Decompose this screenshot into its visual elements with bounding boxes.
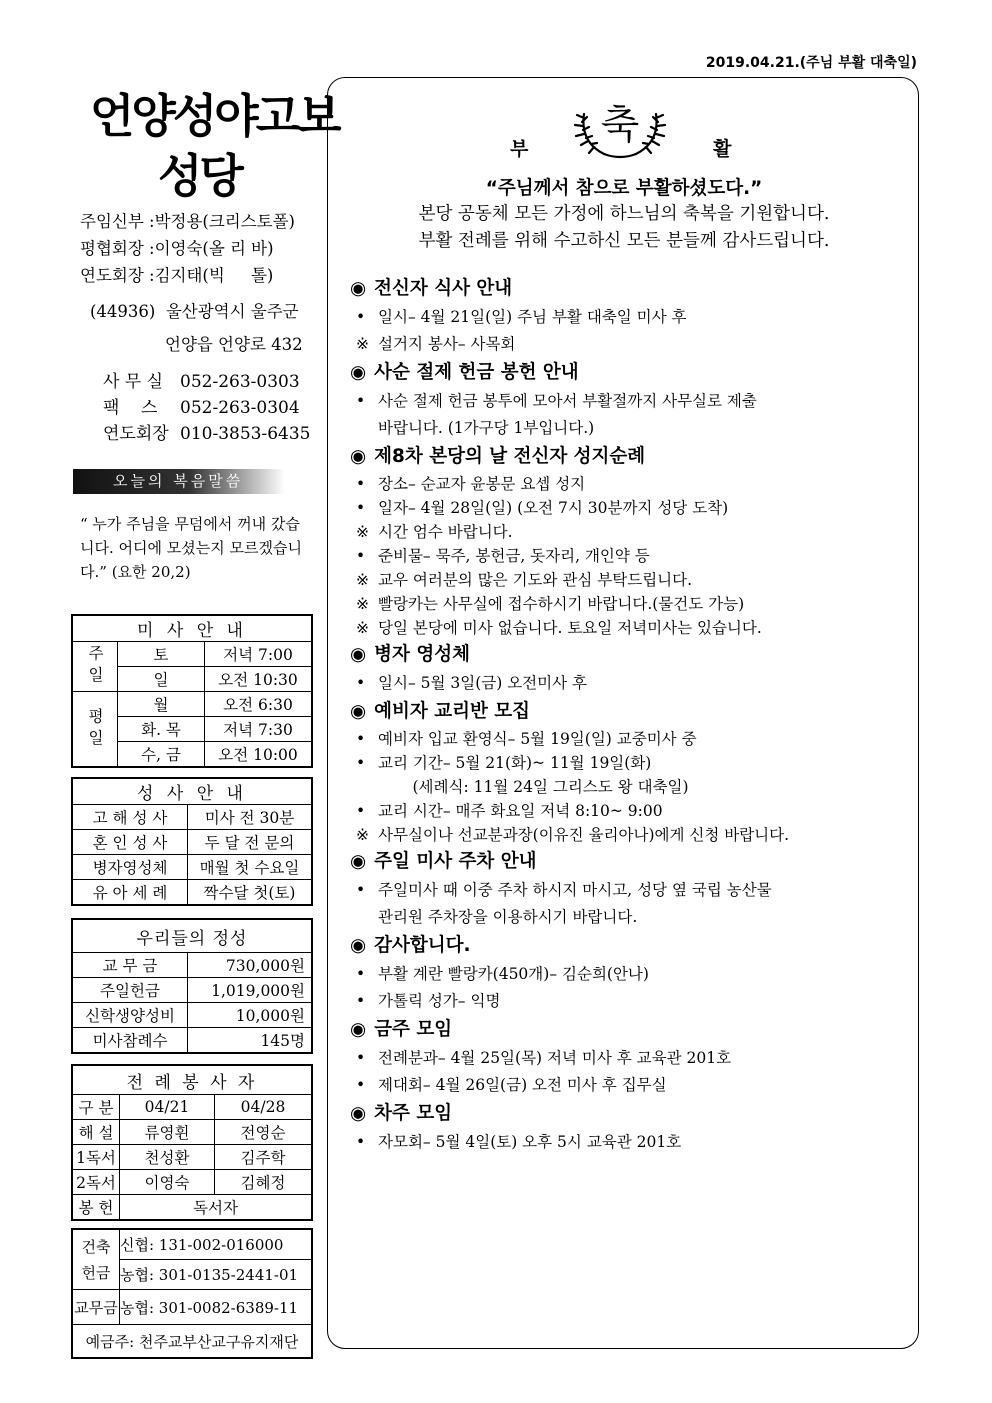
item-bullet: ※ (356, 335, 369, 353)
liturgy-person: 김혜정 (215, 1170, 313, 1195)
sacrament-name: 병자영성체 (72, 855, 188, 880)
offering-amount: 145명 (188, 1028, 313, 1054)
contact-value: 052-263-0304 (180, 398, 300, 418)
section-heading (350, 847, 910, 877)
item-text: 주일미사 때 이중 주차 하시지 마시고, 성당 옆 국립 농산물 (378, 881, 772, 899)
item-bullet: • (356, 547, 366, 565)
target-bullet-icon: ◉ (350, 935, 367, 956)
mass-time: 오전 6:30 (205, 692, 313, 717)
contact-value: 052-263-0303 (180, 372, 300, 392)
item-bullet: • (356, 499, 366, 517)
item-bullet: • (356, 1076, 366, 1094)
staff-row (80, 208, 295, 232)
sacrament-info: 짝수달 첫(토) (188, 880, 313, 906)
liturgy-person: 김주학 (215, 1145, 313, 1170)
offering-amount: 10,000원 (188, 1003, 313, 1028)
sacrament-info: 매월 첫 수요일 (188, 855, 313, 880)
section-heading (350, 640, 910, 670)
liturgy-header: 04/28 (215, 1095, 313, 1120)
section-title: 주일 미사 주차 안내 (374, 851, 537, 872)
liturgy-person: 이영숙 (120, 1170, 215, 1195)
item-text: 사무실이나 선교분과장(이유진 율리아나)에게 신청 바랍니다. (378, 826, 790, 844)
greeting-line: 본당 공동체 모든 가정에 하느님의 축복을 기원합니다. (418, 204, 830, 224)
section-title: 전신자 식사 안내 (374, 278, 513, 299)
section-heading (350, 274, 910, 304)
announcement-item (350, 1045, 910, 1072)
section-heading (350, 1099, 910, 1129)
liturgy-role: 봉 헌 (72, 1195, 120, 1221)
liturgy-role: 2독서 (72, 1170, 120, 1195)
target-bullet-icon: ◉ (350, 851, 367, 872)
item-bullet: ※ (356, 619, 369, 637)
mass-schedule-table (71, 614, 313, 768)
account-number: 농협: 301-0135-2441-01 (120, 1260, 313, 1290)
sacraments-table (71, 777, 313, 906)
announcement-item (350, 388, 910, 415)
target-bullet-icon: ◉ (350, 1103, 367, 1124)
item-bullet: • (356, 674, 366, 692)
item-text: (세례식: 11월 24일 그리스도 왕 대축일) (378, 778, 689, 796)
announcement-item (350, 568, 910, 592)
item-bullet: • (356, 1049, 366, 1067)
item-bullet: • (356, 730, 366, 748)
target-bullet-icon: ◉ (350, 1019, 367, 1040)
offering-name: 교 무 금 (72, 953, 188, 978)
item-bullet: ※ (356, 523, 369, 541)
contact-row (103, 367, 300, 392)
section-title: 사순 절제 헌금 봉헌 안내 (374, 362, 579, 383)
easter-headline: “주님께서 참으로 부활하셨도다.” (485, 178, 763, 199)
item-text: 전례분과– 4월 25일(목) 저녁 미사 후 교육관 201호 (378, 1049, 732, 1067)
target-bullet-icon: ◉ (350, 362, 367, 383)
target-bullet-icon: ◉ (350, 644, 367, 665)
announcements (350, 274, 910, 1156)
section-title: 감사합니다. (374, 935, 471, 956)
section-title: 병자 영성체 (374, 644, 470, 665)
announcement-item (350, 751, 910, 775)
section-title: 예비자 교리반 모집 (374, 701, 531, 722)
mass-day: 일 (118, 667, 205, 692)
item-bullet: • (356, 1133, 366, 1151)
offering-name: 주일헌금 (72, 978, 188, 1003)
section-heading (350, 358, 910, 388)
item-text: 제대회– 4월 26일(금) 오전 미사 후 집무실 (378, 1076, 667, 1094)
mass-title: 미 사 안 내 (72, 615, 312, 642)
section-title: 차주 모임 (374, 1103, 453, 1124)
mass-time: 저녁 7:30 (205, 717, 313, 742)
announcement-item (350, 304, 910, 331)
item-bullet: ※ (356, 571, 369, 589)
contact-label: 연도회장 (103, 424, 169, 444)
announcement-item (350, 520, 910, 544)
staff-role: 연도회장 : (80, 266, 155, 285)
item-bullet: ※ (356, 826, 369, 844)
item-bullet: • (356, 392, 366, 410)
announcement-item (350, 496, 910, 520)
section-heading (350, 931, 910, 961)
contact-row (103, 419, 310, 444)
announcement-item (350, 904, 910, 931)
banner-right-char: 활 (713, 138, 732, 160)
item-text: 당일 본당에 미사 없습니다. 토요일 저녁미사는 있습니다. (378, 619, 762, 637)
item-text: 바랍니다. (1가구당 1부입니다.) (378, 419, 595, 437)
staff-role: 평협회장 : (80, 239, 155, 258)
sacrament-name: 고 해 성 사 (72, 805, 188, 830)
item-text: 관리원 주차장을 이용하시기 바랍니다. (378, 908, 638, 926)
item-text: 가톨릭 성가– 익명 (378, 992, 501, 1010)
announcement-item (350, 775, 910, 799)
contact-value: 010-3853-6435 (180, 424, 311, 444)
item-text: 부활 계란 빨랑카(450개)– 김순희(안나) (378, 965, 649, 983)
address-line: (44936) 울산광역시 울주군 (90, 302, 299, 321)
liturgy-person: 전영순 (215, 1120, 313, 1145)
item-text: 교리 시간– 매주 화요일 저녁 8:10~ 9:00 (378, 802, 663, 820)
item-bullet: • (356, 802, 366, 820)
liturgy-person: 독서자 (120, 1195, 313, 1221)
announcement-item (350, 1129, 910, 1156)
announcement-item (350, 961, 910, 988)
announcement-item (350, 415, 910, 442)
liturgy-header: 구 분 (72, 1095, 120, 1120)
sacraments-title: 성 사 안 내 (72, 778, 312, 805)
item-bullet: • (356, 475, 366, 493)
bulletin-date: 2019.04.21.(주님 부활 대축일) (705, 55, 917, 71)
wreath-icon (570, 94, 670, 164)
sacrament-name: 유 아 세 례 (72, 880, 188, 906)
target-bullet-icon: ◉ (350, 701, 367, 722)
section-title: 제8차 본당의 날 전신자 성지순례 (374, 446, 646, 467)
contact-label: 사 무 실 (103, 372, 164, 392)
tithe-label: 교무금 (72, 1290, 120, 1325)
announcement-item (350, 544, 910, 568)
announcement-item (350, 670, 910, 697)
section-title: 금주 모임 (374, 1019, 453, 1040)
item-text: 설거지 봉사– 사목회 (378, 335, 516, 353)
staff-role: 주임신부 : (80, 212, 155, 231)
item-text: 장소– 순교자 윤봉문 요셉 성지 (378, 475, 586, 493)
announcement-item (350, 1072, 910, 1099)
parish-title: 언양성야고보 (90, 89, 339, 143)
announcement-item (350, 823, 910, 847)
offering-amount: 730,000원 (188, 953, 313, 978)
liturgy-table (71, 1064, 313, 1221)
offering-name: 신학생양성비 (72, 1003, 188, 1028)
announcement-item (350, 799, 910, 823)
accounts-table (71, 1228, 313, 1359)
item-text: 교우 여러분의 많은 기도와 관심 부탁드립니다. (378, 571, 693, 589)
offerings-title: 우리들의 정성 (72, 919, 312, 953)
mass-time: 오전 10:00 (205, 742, 313, 768)
mass-day: 토 (118, 642, 205, 667)
mass-time: 저녁 7:00 (205, 642, 313, 667)
section-heading (350, 697, 910, 727)
item-bullet: ※ (356, 595, 369, 613)
contact-row (103, 393, 300, 418)
contact-label: 팩 스 (103, 398, 158, 418)
mass-time: 오전 10:30 (205, 667, 313, 692)
liturgy-person: 류영휜 (120, 1120, 215, 1145)
staff-row (80, 235, 274, 259)
item-text: 교리 기간– 5월 21(화)~ 11월 19일(화) (378, 754, 652, 772)
item-text: 일시– 4월 21일(일) 주님 부활 대축일 미사 후 (378, 308, 687, 326)
greeting-line: 부활 전례를 위해 수고하신 모든 분들께 감사드립니다. (418, 231, 830, 251)
liturgy-role: 1독서 (72, 1145, 120, 1170)
liturgy-person: 천성환 (120, 1145, 215, 1170)
item-bullet: • (356, 881, 366, 899)
liturgy-title: 전 례 봉 사 자 (72, 1065, 312, 1095)
item-text: 자모회– 5월 4일(토) 오후 5시 교육관 201호 (378, 1133, 682, 1151)
item-text: 일자– 4월 28일(일) (오전 7시 30분까지 성당 도착) (378, 499, 729, 517)
sacrament-info: 미사 전 30분 (188, 805, 313, 830)
account-number: 신협: 131-002-016000 (120, 1229, 313, 1260)
item-bullet: • (356, 992, 366, 1010)
item-text: 사순 절제 헌금 봉투에 모아서 부활절까지 사무실로 제출 (378, 392, 757, 410)
target-bullet-icon: ◉ (350, 278, 367, 299)
offering-name: 미사참례수 (72, 1028, 188, 1054)
staff-name: 김지태(빅 톨) (154, 266, 274, 285)
item-bullet: • (356, 965, 366, 983)
celebration-char: 축 (600, 102, 640, 148)
account-holder: 예금주: 천주교부산교구유지재단 (72, 1325, 312, 1359)
announcement-item (350, 727, 910, 751)
liturgy-role: 해 설 (72, 1120, 120, 1145)
offering-amount: 1,019,000원 (188, 978, 313, 1003)
target-bullet-icon: ◉ (350, 446, 367, 467)
staff-name: 박정용(크리스토폴) (154, 212, 295, 231)
section-heading (350, 442, 910, 472)
gospel-heading: 오늘의 복음말씀 (73, 469, 285, 494)
announcement-item (350, 988, 910, 1015)
item-text: 일시– 5월 3일(금) 오전미사 후 (378, 674, 588, 692)
account-number: 농협: 301-0082-6389-11 (120, 1290, 313, 1325)
item-text: 빨랑카는 사무실에 접수하시기 바랍니다.(물건도 가능) (378, 595, 745, 613)
item-text: 준비물– 묵주, 봉헌금, 돗자리, 개인약 등 (378, 547, 650, 565)
sacrament-name: 혼 인 성 사 (72, 830, 188, 855)
announcement-item (350, 592, 910, 616)
mass-day: 월 (118, 692, 205, 717)
sacrament-info: 두 달 전 문의 (188, 830, 313, 855)
liturgy-header: 04/21 (120, 1095, 215, 1120)
item-text: 시간 엄수 바랍니다. (378, 523, 513, 541)
offerings-table (71, 918, 313, 1054)
section-heading (350, 1015, 910, 1045)
mass-day: 화. 목 (118, 717, 205, 742)
sunday-label: 주일 (72, 642, 118, 692)
announcement-item (350, 472, 910, 496)
item-text: 예비자 입교 환영식– 5월 19일(일) 교중미사 중 (378, 730, 697, 748)
parish-title-suffix: 성당 (158, 149, 241, 203)
mass-day: 수, 금 (118, 742, 205, 768)
weekday-label: 평일 (72, 692, 118, 768)
gospel-text: “ 누가 주님을 무덤에서 꺼내 갔습니다. 어디에 모셨는지 모르겠습니다.” (요한 20,2) (80, 515, 302, 581)
announcement-item (350, 616, 910, 640)
banner-left-char: 부 (510, 138, 529, 160)
item-bullet: • (356, 308, 366, 326)
item-bullet: • (356, 754, 366, 772)
announcement-item (350, 877, 910, 904)
address-line: 언양읍 언양로 432 (165, 335, 303, 354)
building-fund-label: 건축 헌금 (72, 1229, 120, 1290)
staff-name: 이영숙(올 리 바) (154, 239, 274, 258)
announcement-item (350, 331, 910, 358)
staff-row (80, 262, 273, 286)
